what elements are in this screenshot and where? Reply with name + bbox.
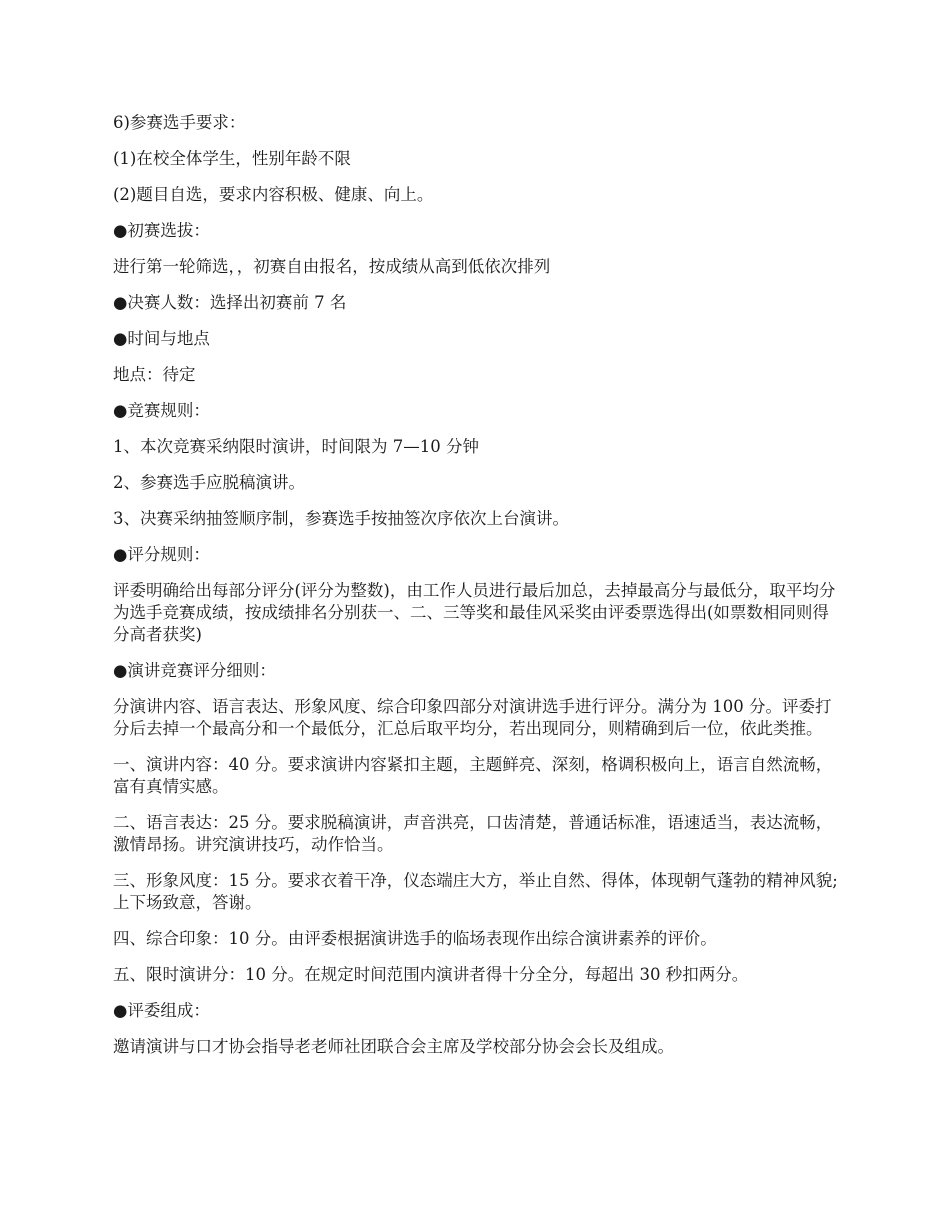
document-body — [113, 112, 843, 1072]
rule-2: 2、参赛选手应脱稿演讲。 — [113, 473, 305, 492]
location-text: 地点：待定 — [113, 365, 196, 384]
scoring-details-heading: ●演讲竞赛评分细则： — [113, 661, 276, 680]
competition-rules-heading: ●竞赛规则： — [113, 401, 210, 420]
contestant-requirements-heading: 6)参赛选手要求： — [113, 113, 246, 132]
scoring-rules-heading: ●评分规则： — [113, 545, 210, 564]
criterion-appearance: 三、形象风度：15 分。要求衣着干净，仪态端庄大方，举止自然、得体，体现朝气蓬勃的精神风貌;上下场致意，答谢。 — [113, 871, 838, 912]
criterion-impression: 四、综合印象：10 分。由评委根据演讲选手的临场表现作出综合演讲素养的评价。 — [113, 929, 717, 948]
finalists-count: ●决赛人数：选择出初赛前 7 名 — [113, 293, 347, 312]
judges-text: 邀请演讲与口才协会指导老老师社团联合会主席及学校部分协会会长及组成。 — [113, 1037, 674, 1056]
scoring-rules-text: 评委明确给出每部分评分(评分为整数)，由工作人员进行最后加总，去掉最高分与最低分，取平均分为选手竞赛成绩，按成绩排名分别获一、二、三等奖和最佳风采奖由评委票选得出(如票数相同则得分高者获奖) — [113, 581, 836, 644]
preliminary-heading: ●初赛选拔： — [113, 221, 210, 240]
preliminary-text: 进行第一轮筛选，，初赛自由报名，按成绩从高到低依次排列 — [113, 257, 551, 276]
criterion-time-limit: 五、限时演讲分：10 分。在规定时间范围内演讲者得十分全分，每超出 30 秒扣两分。 — [113, 965, 749, 984]
time-place-heading: ●时间与地点 — [113, 329, 210, 348]
criterion-language: 二、语言表达：25 分。要求脱稿演讲，声音洪亮，口齿清楚，普通话标准，语速适当，表达流畅，激情昂扬。讲究演讲技巧，动作恰当。 — [113, 813, 833, 854]
scoring-details-text: 分演讲内容、语言表达、形象风度、综合印象四部分对演讲选手进行评分。满分为 100 分。评委打分后去掉一个最高分和一个最低分，汇总后取平均分，若出现同分，则精确到后一位，依此类推。 — [113, 697, 832, 738]
requirement-1: (1)在校全体学生，性别年龄不限 — [113, 149, 351, 168]
requirement-2: (2)题目自选，要求内容积极、健康、向上。 — [113, 185, 434, 204]
rule-1: 1、本次竞赛采纳限时演讲，时间限为 7—10 分钟 — [113, 437, 479, 456]
rule-3: 3、决赛采纳抽签顺序制，参赛选手按抽签次序依次上台演讲。 — [113, 509, 569, 528]
judges-heading: ●评委组成： — [113, 1001, 210, 1020]
criterion-content: 一、演讲内容：40 分。要求演讲内容紧扣主题，主题鲜亮、深刻，格调积极向上，语言自然流畅，富有真情实感。 — [113, 755, 833, 796]
